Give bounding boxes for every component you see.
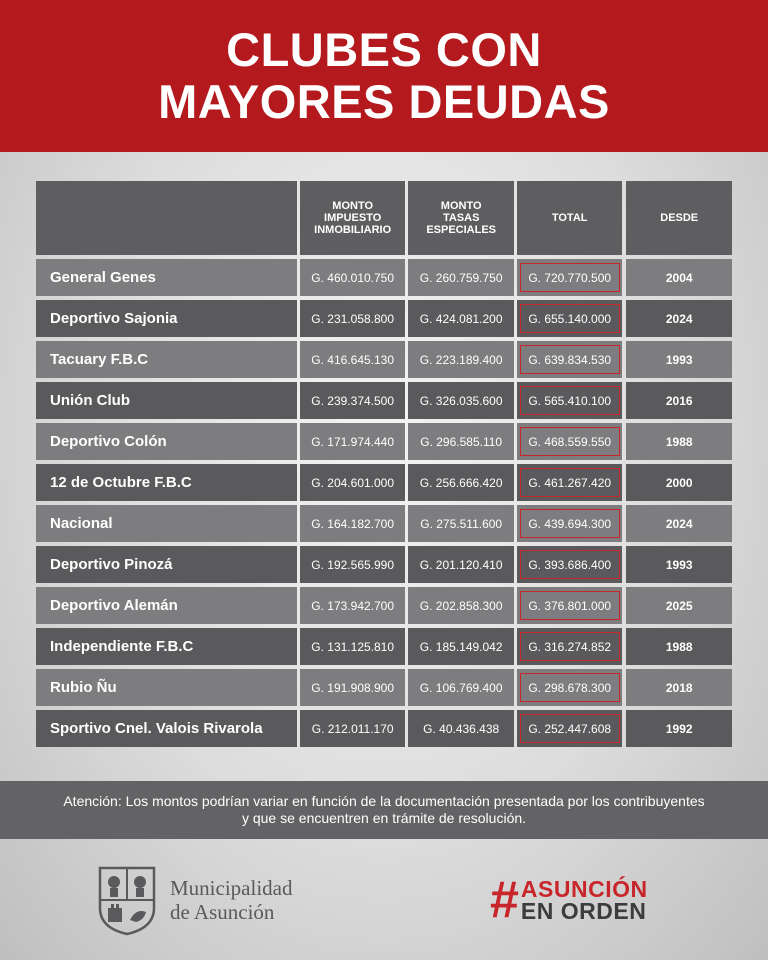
tasas-value: G. 256.666.420 [408, 464, 514, 501]
header-impuesto: MONTO IMPUESTO INMOBILIARIO [300, 181, 406, 255]
desde-value: 2018 [626, 669, 732, 706]
club-name: Unión Club [36, 382, 297, 419]
header-club [36, 181, 297, 255]
total-cell [517, 259, 623, 296]
desde-value: 1988 [626, 628, 732, 665]
hashtag-line2: EN ORDEN [520, 898, 647, 924]
total-cell [517, 341, 623, 378]
table-body [36, 259, 732, 747]
impuesto-value: G. 416.645.130 [300, 341, 406, 378]
desde-value: 1988 [626, 423, 732, 460]
tasas-value: G. 202.858.300 [408, 587, 514, 624]
header-banner [0, 0, 768, 152]
total-cell [517, 382, 623, 419]
footer [0, 848, 768, 960]
table-row [36, 464, 732, 501]
header-tasas: MONTO TASAS ESPECIALES [408, 181, 514, 255]
impuesto-value: G. 131.125.810 [300, 628, 406, 665]
total-value: G. 252.447.608 [520, 714, 620, 743]
tasas-value: G. 185.149.042 [408, 628, 514, 665]
hashtag-symbol: # [490, 871, 519, 929]
notice-text: Atención: Los montos podrían variar en función de la documentación presentada por los contribuyentes y que se encuentren en trámite de resolución. [63, 793, 705, 826]
impuesto-value: G. 460.010.750 [300, 259, 406, 296]
tasas-value: G. 326.035.600 [408, 382, 514, 419]
desde-value: 2025 [626, 587, 732, 624]
total-cell [517, 505, 623, 542]
table-row [36, 300, 732, 337]
total-value: G. 720.770.500 [520, 263, 620, 292]
tasas-value: G. 260.759.750 [408, 259, 514, 296]
total-cell [517, 300, 623, 337]
desde-value: 2016 [626, 382, 732, 419]
impuesto-value: G. 204.601.000 [300, 464, 406, 501]
table-row [36, 710, 732, 747]
table-row [36, 423, 732, 460]
tasas-value: G. 40.436.438 [408, 710, 514, 747]
impuesto-value: G. 173.942.700 [300, 587, 406, 624]
debts-table [36, 181, 732, 751]
page-title-line2: MAYORES DEUDAS [158, 75, 610, 128]
club-name: Tacuary F.B.C [36, 341, 297, 378]
club-name: Sportivo Cnel. Valois Rivarola [36, 710, 297, 747]
club-name: Deportivo Colón [36, 423, 297, 460]
total-value: G. 639.834.530 [520, 345, 620, 374]
table-row [36, 546, 732, 583]
impuesto-value: G. 231.058.800 [300, 300, 406, 337]
club-name: Nacional [36, 505, 297, 542]
tasas-value: G. 106.769.400 [408, 669, 514, 706]
desde-value: 2024 [626, 300, 732, 337]
tasas-value: G. 201.120.410 [408, 546, 514, 583]
total-value: G. 439.694.300 [520, 509, 620, 538]
tasas-value: G. 275.511.600 [408, 505, 514, 542]
tasas-value: G. 424.081.200 [408, 300, 514, 337]
total-cell [517, 628, 623, 665]
total-value: G. 461.267.420 [520, 468, 620, 497]
header-desde: DESDE [626, 181, 732, 255]
total-value: G. 298.678.300 [520, 673, 620, 702]
total-value: G. 565.410.100 [520, 386, 620, 415]
desde-value: 1992 [626, 710, 732, 747]
tasas-value: G. 296.585.110 [408, 423, 514, 460]
club-name: Deportivo Alemán [36, 587, 297, 624]
municipality-name-line1: Municipalidad [170, 876, 293, 900]
impuesto-value: G. 191.908.900 [300, 669, 406, 706]
club-name: General Genes [36, 259, 297, 296]
total-value: G. 316.274.852 [520, 632, 620, 661]
desde-value: 2024 [626, 505, 732, 542]
municipality-name-line2: de Asunción [170, 900, 275, 924]
impuesto-value: G. 171.974.440 [300, 423, 406, 460]
desde-value: 2004 [626, 259, 732, 296]
tasas-value: G. 223.189.400 [408, 341, 514, 378]
club-name: Deportivo Sajonia [36, 300, 297, 337]
club-name: Deportivo Pinozá [36, 546, 297, 583]
total-value: G. 393.686.400 [520, 550, 620, 579]
disclaimer-notice [0, 781, 768, 839]
table-row [36, 382, 732, 419]
hashtag-line1: ASUNCIÓN [520, 876, 648, 902]
total-value: G. 376.801.000 [520, 591, 620, 620]
table-row [36, 505, 732, 542]
impuesto-value: G. 239.374.500 [300, 382, 406, 419]
table-row [36, 628, 732, 665]
total-cell [517, 546, 623, 583]
table-row [36, 669, 732, 706]
impuesto-value: G. 212.011.170 [300, 710, 406, 747]
impuesto-value: G. 192.565.990 [300, 546, 406, 583]
table-row [36, 341, 732, 378]
total-cell [517, 587, 623, 624]
total-cell [517, 710, 623, 747]
impuesto-value: G. 164.182.700 [300, 505, 406, 542]
total-cell [517, 669, 623, 706]
total-value: G. 655.140.000 [520, 304, 620, 333]
total-cell [517, 464, 623, 501]
hashtag-logo [490, 871, 648, 929]
total-cell [517, 423, 623, 460]
table-header-row [36, 181, 732, 255]
municipality-logo [96, 864, 292, 936]
club-name: Rubio Ñu [36, 669, 297, 706]
page-title-line1: CLUBES CON [226, 23, 542, 76]
club-name: Independiente F.B.C [36, 628, 297, 665]
header-total: TOTAL [517, 181, 623, 255]
desde-value: 1993 [626, 341, 732, 378]
table-row [36, 587, 732, 624]
desde-value: 1993 [626, 546, 732, 583]
coat-of-arms-icon [96, 864, 158, 936]
table-row [36, 259, 732, 296]
total-value: G. 468.559.550 [520, 427, 620, 456]
club-name: 12 de Octubre F.B.C [36, 464, 297, 501]
desde-value: 2000 [626, 464, 732, 501]
